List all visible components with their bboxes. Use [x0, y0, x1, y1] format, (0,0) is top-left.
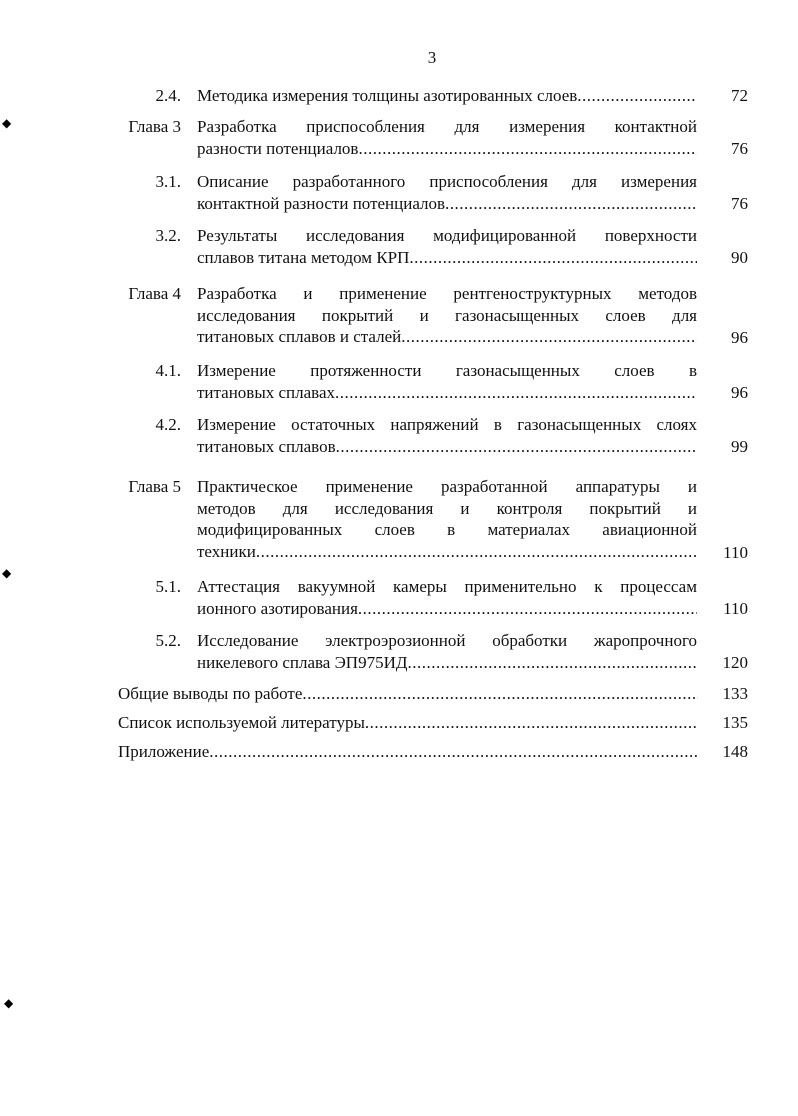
toc-entry-2-4: [0, 85, 798, 107]
toc-entry-5-2: [0, 630, 798, 680]
toc-entry-label: Глава 5: [128, 477, 181, 496]
toc-entry-chapter-3: [0, 116, 798, 166]
page-number: 3: [427, 48, 437, 67]
toc-entry-chapter-4: [0, 283, 798, 355]
toc-entry-references: [118, 712, 698, 734]
toc-entry-text: [197, 476, 697, 562]
toc-entry-line: Описание разработанного приспособления для измерения: [197, 172, 697, 191]
toc-entry-line: модифицированных слоев в материалах авиационной: [197, 520, 697, 539]
toc-entry-line: титановых сплавов и сталей: [197, 327, 402, 346]
toc-entry-line: исследования покрытий и газонасыщенных слоев для: [197, 305, 697, 325]
toc-entry-page: 133: [722, 684, 748, 703]
toc-entry-line: Аттестация вакуумной камеры применительно к процессам: [197, 577, 697, 596]
toc-entry-page: 99: [731, 437, 748, 456]
toc-entry-line: Методика измерения толщины азотированных слоев: [197, 86, 578, 105]
toc-entry-appendix: [118, 741, 698, 763]
toc-entry-line: Разработка приспособления для измерения контактной: [197, 117, 697, 136]
toc-entry-line: сплавов титана методом КРП: [197, 247, 410, 267]
toc-entry-page: 72: [731, 86, 748, 105]
toc-entry-page: 120: [722, 653, 748, 672]
binder-hole-mark: ◆: [2, 116, 12, 130]
toc-entry-text: [197, 630, 697, 673]
leader-dots: [577, 85, 697, 107]
toc-entry-label: 2.4.: [155, 86, 181, 105]
leader-dots: [336, 436, 697, 458]
toc-entry-label: 4.2.: [155, 415, 181, 434]
toc-entry-4-1: [0, 360, 798, 410]
toc-entry-line: титановых сплавов: [197, 436, 336, 456]
toc-entry-page: 110: [723, 599, 748, 618]
toc-entry-text: [197, 414, 697, 457]
toc-entry-4-2: [0, 414, 798, 464]
toc-entry-text: [197, 576, 697, 619]
toc-entry-line: Общие выводы по работе: [118, 684, 303, 703]
toc-entry-line: методов для исследования и контроля покрытий и: [197, 498, 697, 518]
toc-entry-line: титановых сплавах: [197, 382, 336, 402]
toc-entry-page: 90: [731, 248, 748, 267]
toc-entry-text: [197, 283, 697, 348]
leader-dots: [358, 138, 697, 160]
toc-entry-line: никелевого сплава ЭП975ИД: [197, 652, 408, 672]
toc-entry-text: [197, 116, 697, 159]
leader-dots: [302, 683, 698, 705]
toc-entry-line: Измерение протяженности газонасыщенных слоев в: [197, 361, 697, 380]
toc-entry-text: [197, 171, 697, 214]
toc-entry-line: ионного азотирования: [197, 598, 358, 618]
toc-entry-line: Список используемой литературы: [118, 713, 365, 732]
toc-entry-label: 3.1.: [155, 172, 181, 191]
leader-dots: [409, 247, 697, 269]
leader-dots: [365, 712, 698, 734]
toc-entry-label: 3.2.: [155, 226, 181, 245]
toc-entry-page: 110: [723, 543, 748, 562]
toc-entry-line: контактной разности потенциалов: [197, 193, 446, 213]
toc-entry-line: разности потенциалов: [197, 138, 359, 158]
toc-entry-page: 148: [722, 742, 748, 761]
leader-dots: [445, 193, 697, 215]
leader-dots: [401, 326, 697, 348]
toc-entry-line: Приложение: [118, 742, 210, 761]
toc-entry-line: Результаты исследования модифицированной поверхности: [197, 226, 697, 245]
toc-entry-page: 96: [731, 383, 748, 402]
toc-entry-page: 96: [731, 328, 748, 347]
leader-dots: [335, 382, 697, 404]
toc-entry-line: Разработка и применение рентгеноструктурных методов: [197, 284, 697, 303]
toc-entry-label: 4.1.: [155, 361, 181, 380]
toc-entry-text: [197, 360, 697, 403]
toc-entry-text: [197, 225, 697, 268]
leader-dots: [358, 598, 697, 620]
toc-entry-page: 135: [722, 713, 748, 732]
toc-entry-3-1: [0, 171, 798, 221]
toc-entry-3-2: [0, 225, 798, 275]
leader-dots: [407, 652, 697, 674]
toc-entry-page: 76: [731, 139, 748, 158]
toc-entry-label: 5.1.: [155, 577, 181, 596]
leader-dots: [256, 541, 697, 563]
leader-dots: [209, 741, 698, 763]
toc-entry-line: Практическое применение разработанной аппаратуры и: [197, 477, 697, 496]
binder-hole-mark: ◆: [2, 566, 12, 580]
toc-entry-chapter-5: [0, 476, 798, 570]
toc-entry-label: Глава 4: [128, 284, 181, 303]
toc-entry-line: техники: [197, 541, 256, 561]
toc-entry-text: [197, 85, 697, 107]
toc-entry-line: Исследование электроэрозионной обработки жаропрочного: [197, 631, 697, 650]
toc-entry-conclusions: [118, 683, 698, 705]
toc-entry-5-1: [0, 576, 798, 626]
binder-hole-mark: ◆: [4, 996, 14, 1010]
toc-entry-label: Глава 3: [128, 117, 181, 136]
toc-entry-label: 5.2.: [155, 631, 181, 650]
toc-entry-line: Измерение остаточных напряжений в газонасыщенных слоях: [197, 415, 697, 434]
toc-entry-page: 76: [731, 194, 748, 213]
